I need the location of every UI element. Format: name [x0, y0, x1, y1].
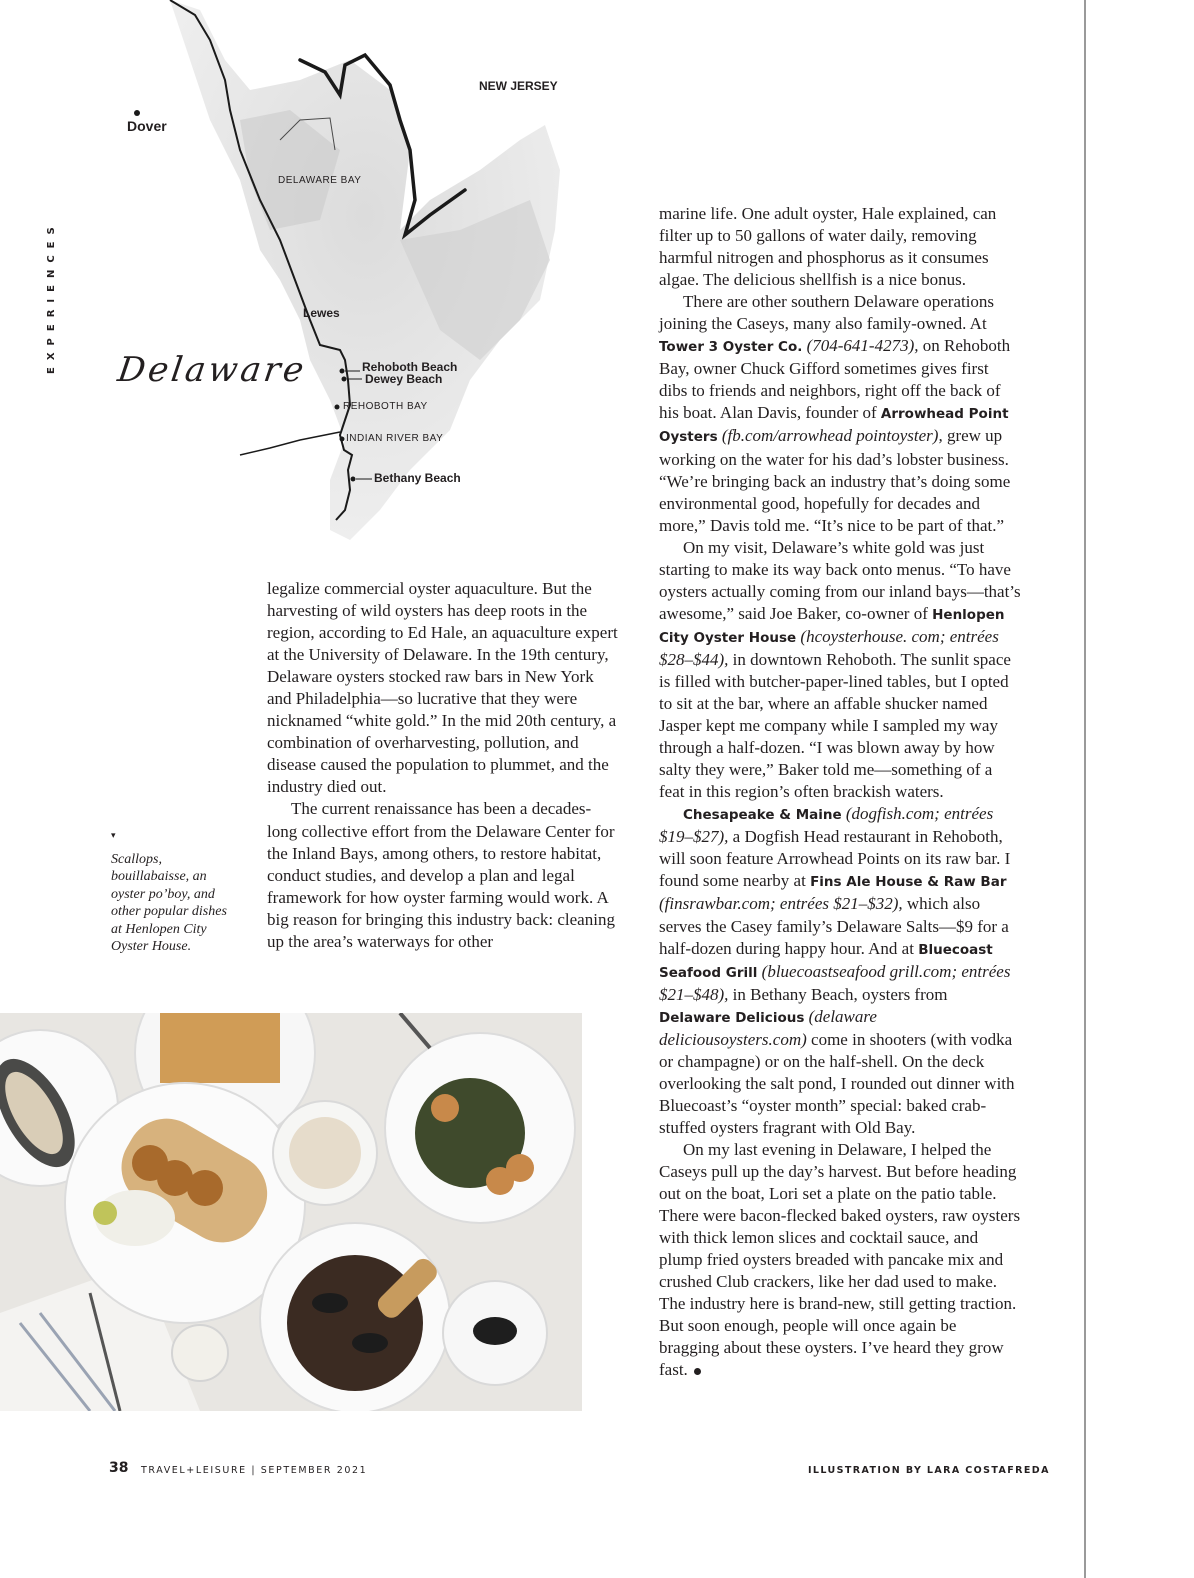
- text-run: a Dogfish Head restaurant in Rehoboth, will soon feature Arrowhead Points on its raw bar. I found some nearby at: [659, 827, 1011, 891]
- text-run: On my last evening in Delaware, I helped the Caseys pull up the day’s harvest. But before heading out on the boat, Lori set a plate on the patio table. There were bacon-flecked baked oysters, raw oysters with thick lemon slices and cocktail sauce, and plump fried oysters breaded with pancake mix and crushed Club crackers, like her dad used to make. The industry here is brand-new, still getting traction. But soon enough, people will once again be bragging about these oysters. I’ve heard they grow fast.: [659, 1139, 1021, 1380]
- section-label-text: EXPERIENCES: [46, 220, 57, 374]
- food-photo: [0, 1013, 582, 1411]
- map-label-rehoboth-bay: REHOBOTH BAY: [343, 401, 428, 412]
- delaware-map: [100, 0, 640, 560]
- text-run: grew up working on the water for his dad’s lobster business. “We’re bringing back an industry that’s doing some environmental good, hopefully for decades and more,” Davis told me. “It’s nice to be part of that.”: [659, 426, 1011, 535]
- venue-henlopen-city-oyster-house: Henlopen City Oyster House: [659, 606, 1005, 646]
- venue-delaware-delicious: Delaware Delicious: [659, 1009, 805, 1026]
- text-run: which also serves the Casey family’s Delaware Salts—$9 for a half-dozen during happy hour. And at: [659, 894, 1009, 958]
- article-column-2: [659, 203, 1021, 1381]
- caption-text: Scallops, bouillabaisse, an oyster po’boy, and other popular dishes at Henlopen City Oyster House.: [111, 851, 227, 954]
- page-number: 38: [109, 1460, 129, 1476]
- venue-tower-3-oyster-co: Tower 3 Oyster Co.: [659, 339, 803, 356]
- magazine-footer: TRAVEL+LEISURE | SEPTEMBER 2021: [141, 1465, 368, 1476]
- map-label-bethany-beach: Bethany Beach: [374, 471, 461, 485]
- venue-info: (fb.com/arrowhead pointoyster),: [717, 426, 943, 446]
- map-label-dewey-beach: Dewey Beach: [365, 372, 443, 386]
- paragraph: [659, 291, 1021, 537]
- text-run: There are other southern Delaware operations joining the Caseys, many also family-owned. At: [659, 292, 995, 334]
- venue-info: (bluecoastseafood grill.com; entrées $21–$48),: [659, 961, 1011, 1004]
- text-run: in Bethany Beach, oysters from: [728, 984, 948, 1004]
- map-label-delaware-bay: DELAWARE BAY: [278, 175, 362, 186]
- watercolor-map-illustration: [100, 0, 640, 560]
- venue-info: (704-641-4273),: [802, 336, 919, 356]
- venue-info: (finsrawbar.com; entrées $21–$32),: [659, 894, 903, 914]
- text-run: on Rehoboth Bay, owner Chuck Gifford sometimes gives first dibs to friends and neighbors, right off the back of his boat. Alan Davis, founder of: [659, 336, 1011, 423]
- food-photo-illustration: [0, 1013, 582, 1411]
- paragraph: [659, 803, 1021, 1139]
- section-label: [46, 194, 60, 374]
- caption-marker: ▾: [111, 830, 116, 840]
- map-label-rehoboth-beach: Rehoboth Beach: [362, 360, 458, 374]
- end-mark-icon: [694, 1368, 701, 1375]
- text-run: in downtown Rehoboth. The sunlit space is filled with butcher-paper-lined tables, but I opted to sit at the bar, where an affable shucker named Jasper kept me company while I sampled my way through a half-dozen. “I was blown away by how salty they were,” Baker told me—something of a feat in this region’s often brackish waters.: [659, 649, 1011, 802]
- venue-arrowhead-point-oysters: Arrowhead Point Oysters: [659, 406, 1009, 446]
- venue-info: (dogfish.com; entrées $19–$27),: [659, 804, 994, 847]
- venue-bluecoast-seafood-grill: Bluecoast Seafood Grill: [659, 941, 993, 981]
- illustration-credit: ILLUSTRATION BY LARA COSTAFREDA: [808, 1465, 1050, 1476]
- venue-info: (delaware deliciousoysters.com): [659, 1006, 877, 1049]
- page-edge-rule: [1084, 0, 1086, 1578]
- venue-info: (hcoysterhouse. com; entrées $28–$44),: [659, 626, 999, 669]
- paragraph: marine life. One adult oyster, Hale explained, can filter up to 50 gallons of water daily, removing harmful nitrogen and phosphorus as it consumes algae. The delicious shellfish is a nice bonus.: [659, 204, 997, 290]
- photo-caption: [111, 827, 241, 956]
- map-label-lewes: Lewes: [303, 306, 340, 320]
- venue-chesapeake-and-maine: Chesapeake & Maine: [683, 807, 842, 824]
- paragraph: The current renaissance has been a decades-long collective effort from the Delaware Center for the Inland Bays, among others, to restore habitat, conduct studies, and develop a plan and legal framework for how oyster farming would work. A big reason for bringing this industry back: cleaning up the area’s waterways for other: [267, 799, 615, 951]
- text-run: come in shooters (with vodka or champagne) or on the half-shell. On the deck overlooking the salt pond, I rounded out dinner with Bluecoast’s “oyster month” special: baked crab-stuffed oysters fragrant with Old Bay.: [659, 1029, 1015, 1137]
- map-label-indian-river-bay: INDIAN RIVER BAY: [346, 433, 444, 444]
- paragraph: [659, 537, 1021, 804]
- map-label-new-jersey: NEW JERSEY: [479, 79, 558, 93]
- paragraph: [659, 1139, 1021, 1382]
- text-run: On my visit, Delaware’s white gold was just starting to make its way back onto menus. “To have oysters actually coming from our inland bays—that’s awesome,” said Joe Baker, co-owner of: [659, 537, 1021, 623]
- paragraph: legalize commercial oyster aquaculture. But the harvesting of wild oysters has deep roots in the region, according to Ed Hale, an aquaculture expert at the University of Delaware. In the 19th century, Delaware oysters stocked raw bars in New York and Philadelphia—so lucrative that they were nicknamed “white gold.” In the mid 20th century, a combination of overharvesting, pollution, and disease caused the population to plummet, and the industry died out.: [267, 579, 618, 797]
- venue-fins-ale-house: Fins Ale House & Raw Bar: [810, 874, 1007, 891]
- map-label-dover: Dover: [127, 118, 167, 134]
- map-title-delaware: Delaware: [115, 350, 310, 390]
- article-column-1: [267, 578, 619, 953]
